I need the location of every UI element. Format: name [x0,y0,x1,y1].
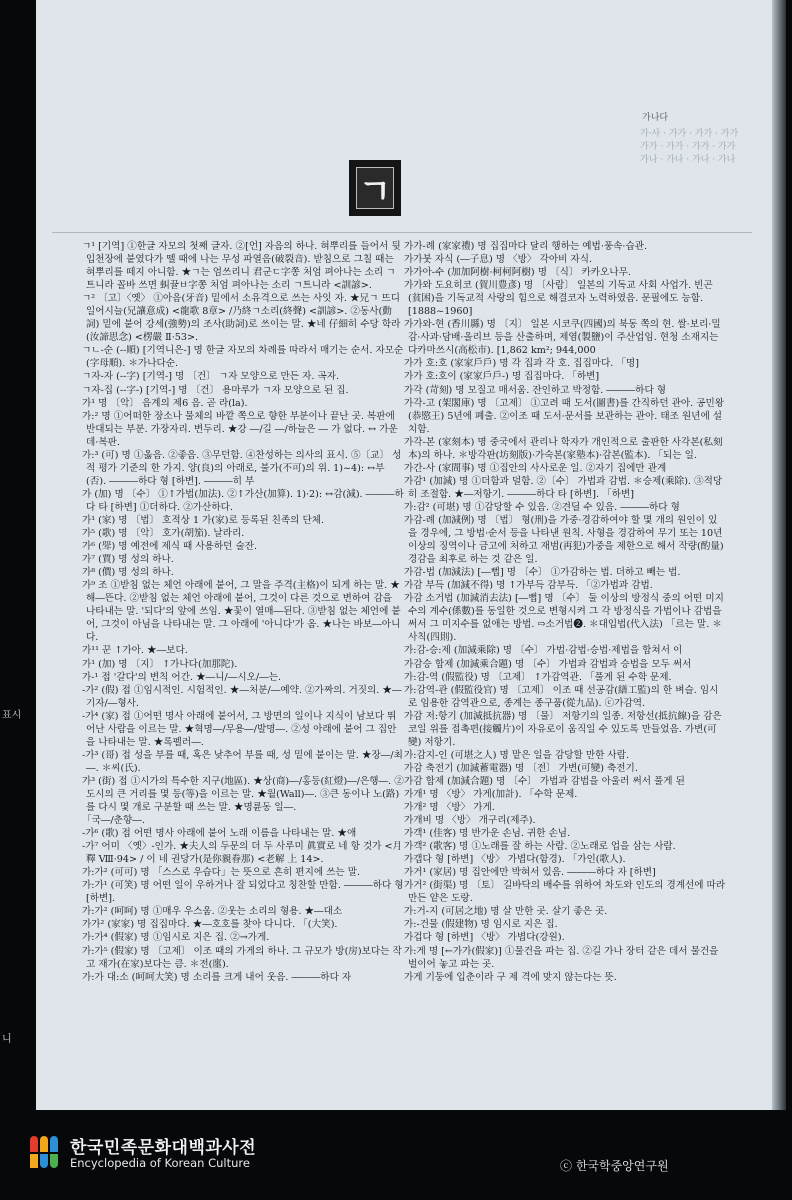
dictionary-entry: 가게 기둥에 입춘이라 구 제 격에 맞지 않는다는 뜻. [404,971,617,983]
dictionary-entry: 가:거-지 (可居之地) 명 살 만한 곳. 살기 좋은 곳. [404,906,608,918]
dictionary-entry: 가거¹ (家居) 명 집안에만 박혀서 있음. ―――하다 자 [하변] [404,867,656,879]
dictionary-entry: ㄱ² 〔고〕〈옛〉 ①아음(牙音) 밑에서 소유격으로 쓰는 사잇 자. ★兄ㄱ 뜨디 일어시늘(兄讓意成) <龍歌 8章> /乃終ㄱ소리(終聲) <訓諺>. ②동사(動詞) 밑에 붙어 강세(強勢)의 조사(助詞)로 쓰이는 말. ★네 仔細히 수당 학라(汝諦思念) <楞嚴 Ⅱ·53>. [82,293,401,344]
dictionary-entry: 가각 (苛刻) 명 모질고 매서움. 잔인하고 박정함. ―――하다 형 [404,384,667,396]
dictionary-entry: 가각-고 (架閣庫) 명 〔고제〕 ①고려 때 도서(圖書)를 간직하던 관아. 공민왕(恭愍王) 5년에 폐출. ②이조 때 도서·문서를 보관하는 관아. 태조 원년에 설치함. [404,397,725,435]
dictionary-entry: 가각-본 (家刻本) 명 중국에서 관리나 학자가 개인적으로 출판한 사각본(私刻本)의 하나. ＊방각판(坊刻版)·가숙본(家塾本)·감본(監本). 「되는 일. [404,436,723,461]
dictionary-entry: ㄱ¹ [기역] ①한글 자모의 첫째 글자. ②[언] 자음의 하나. 혀뿌리를 들어서 뒷 입천장에 붙였다가 뗄 때에 나는 무성 파열음(破裂音). 받침으로 그칠 때는 혀뿌리를 떼지 아니함. ★ㄱ는 엄쓰리니 君군ㄷ字쫑 처엄 펴아나는 소리 ㄱ트니라 꼴바 쓰면 虯뀰ㅂ字쫑 처엄 펴아나는 소리 ㄱ트니라 <訓諺>. [82,241,401,292]
logo-title: 한국민족문화대백과사전 [70,1138,257,1158]
dictionary-entry: ㄱ자-집 (--字-) [기역-] 명 〔건〕 용마루가 ㄱ자 모양으로 된 집. [82,384,349,396]
dictionary-entry: 가:가¹ (可笑) 명 어떤 일이 우하거나 잘 되었다고 칭찬할 만함. ―――하다 형 [하변]. [82,880,404,905]
dictionary-entry: 가 (加) 명 〔수〕 ①↑가법(加法). ②↑가산(加算). 1)·2): ↔감(減). ―――하다 타 [하변] ①더하다. ②가산하다. [82,488,404,513]
dictionary-entry: 가:가⁵ (假家) 명 〔고제〕 이조 때의 가게의 하나. 그 규모가 방(房)보다는 작고 재가(在家)보다는 큼. ＊전(廛). [82,945,402,970]
dictionary-entry: ㄱ자-자 (--字) [기역-] 명 〔건〕 ㄱ자 모양으로 만든 자. 곡자. [82,371,340,383]
dictionary-entry: 가간-사 (家間事) 명 ①집안의 사사로운 일. ②자기 집에만 관계 [404,462,667,474]
dictionary-entry: ㄱㄴ-순 (--順) [기역니은-] 명 한글 자모의 차례를 따라서 매기는 순서. 자모순(字母順). ＊가나다순. [82,345,404,370]
left-column [82,240,404,984]
dictionary-entry: 가감-법 (加減法) [―뻡] 명 〔수〕 ①가감하는 법. 더하고 빼는 법. [404,567,681,579]
dictionary-entry: 가거² (街渠) 명 〔토〕 길바닥의 배수를 위하여 차도와 인도의 경계선에 따라 만든 얕은 도랑. [404,880,726,905]
dictionary-entry: 가가-례 (家家禮) 명 집집마다 달리 행하는 예법·풍속·습관. [404,241,648,252]
dictionary-entry: 가가² (家家) 명 집집마다. ★―호호를 찾아 다니다. 「(大笑). [82,919,338,931]
bleed-line: 가나 · 가나 · 가나 · 가나 [640,155,736,165]
margin-note: 표시 [2,710,22,721]
dictionary-entry: 가¹ (加) 명 〔지〕 ↑가나다(加那陀). [82,658,238,670]
header-rule [52,232,752,233]
dictionary-entry: 가가와-현 (香川縣) 명 〔지〕 일본 시코쿠(四國)의 북동 쪽의 현. 쌀·보리·밀감·사과·담배·올리브 등을 산출하며, 제염(製鹽)이 주산업임. 현청 소재지는 다카마쓰시(高松市). [1,862 km²; 944,000 [404,319,721,357]
dictionary-entry: 가:감역-관 (假監役官) 명 〔고제〕 이조 때 선공감(繕工監)의 한 벼슬. 임시로 임용한 감역관으로, 종계는 종구품(從九品). ⓒ가감역. [404,684,719,709]
dictionary-entry: 가-¹ 접 '갈다'의 변칙 어간. ★―니/―시오/―는. [82,671,282,683]
dictionary-entry: 가가아-수 (加加阿樹·柯柯阿樹) 명 〔식〕 카카오나무. [404,267,631,279]
dictionary-entry: 가감 소거법 (加減消去法) [―뻡] 명 〔수〕 둘 이상의 방정식 중의 어떤 미지수의 계수(係數)를 동일한 것으로 변형시켜 그 각 방정식을 가법이나 감법을 써서 그 미지수를 없애는 방법. ⇨소거법❷. ＊대입법(代入法) 「르는 말. ＊사칙(四則). [404,593,724,644]
dictionary-entry: 가감 축전기 (加減蓄電器) 명 〔전〕 가변(可變) 축전기. [404,762,638,774]
running-head: 가나다 [642,113,669,123]
dictionary-entry: 가:³ (可) 명 ①옳음. ②좋음. ③무던함. ④찬성하는 의사의 표시. ⑤〔교〕 성적 평가 기준의 한 가지. 양(良)의 아래로, 불가(不可)의 위. 1)~4): ↔부(否). ―――하다 형 [하변]. ―――히 부 [82,449,402,487]
dictionary-entry: 가¹¹ 꾼 ↑가아. ★―보다. [82,645,188,657]
dictionary-entry: 가객² (歌客) 명 ①노래를 잘 하는 사람. ②노래로 업을 삼는 사람. [404,841,676,853]
dictionary-entry: 가⁵ (歌) 명 〔악〕 호가(胡笳). 날라리. [82,528,245,540]
dictionary-entry: 가감 저:항기 (加減抵抗器) 명 〔물〕 저항기의 일종. 저항선(抵抗線)을 감은 코일 위를 접촉편(接觸片)이 자유로이 움직일 수 있도록 만들었음. 가변(可變) 저항기. [404,710,722,748]
dictionary-entry: 가:-건물 (假建物) 명 임시로 지은 집. [404,919,558,931]
dictionary-entry: 가감-례 (加減例) 명 〔법〕 형(刑)을 가중·경감하여야 할 몇 개의 원인이 있을 경우에, 그 방법·순서 등을 나타낸 원칙. 사형을 경감하여 무기 또는 10년 이상의 징역이나 금고에 처하고 재범(再犯)가중을 제한으로 해서 작량(酌量) 경감을 최후로 하는 것 같은 일. [404,514,724,566]
section-emblem [349,160,401,216]
dictionary-entry: 가⁷ (賈) 명 성의 하나. [82,554,174,566]
dictionary-entry: 가³ (街) 접 ①시가의 특수한 지구(地區). ★상(商)―/홍등(紅燈)―/은행―. ②도시의 큰 거리를 몇 등(等)을 이르는 말. ★월(Wall)―. ③큰 동이나 노(路)를 다시 몇 개로 구분할 때 쓰는 말. ★명륜동 일―. [82,775,404,814]
dictionary-entry: 가개비 명 〈방〉 개구리(제주). [404,815,536,827]
dictionary-entry: 가⁹ 조 ①받침 없는 체언 아래에 붙어, 그 말을 주격(主格)이 되게 하는 말. ★해―뜬다. ②받침 없는 체언 아래에 붙어, 그것이 다른 것으로 변하여 감을 나타내는 말. '되다'의 앞에 쓰임. ★꽃이 열매―된다. ③받침 없는 체언에 붙어, 그것이 아님을 나타내는 말. 그 아래에 '아니다'가 옴. ★나는 바보―아니다. [82,580,401,644]
dictionary-entry: 가:가⁴ (假家) 명 ①임시로 지은 집. ②→가게. [82,932,270,944]
dictionary-entry: 가:감지-인 (可堪之人) 명 맡은 일을 감당할 만한 사람. [404,749,630,761]
dictionary-entry: 가⁶ (斝) 명 예전에 제식 때 사용하던 술잔. [82,541,258,553]
dictionary-entry: 가가와 도요히코 (賀川豊彥) 명 〔사람〕 일본의 기독교 사회 사업가. 빈곤(貧困)을 기독교적 사랑의 힘으로 해결코자 노력하였음. 문필에도 능함. [1888~1960] [404,280,713,318]
dictionary-entry: -가² (假) 접 ①임시적인. 시험적인. ★―처분/―예약. ②가짜의. 거짓의. ★―기자/―형사. [82,684,402,709]
dictionary-entry: 가:가² (呵呵) 명 ①매우 우스움. ②웃는 소리의 형용. ★―대소 [82,906,343,918]
dictionary-entry: 가:가 대:소 (呵呵大笑) 명 소리를 크게 내어 웃음. ―――하다 자 [82,971,352,983]
dictionary-entry: -가³ (哥) 접 성을 부를 때, 혹은 낮추어 부를 때, 성 밑에 붙이는 말. ★장―/최―. ＊씨(氏). [82,749,403,774]
dictionary-entry: 가감승 합제 (加減乘合題) 명 〔수〕 가법과 감법과 승법을 모두 써서 [404,658,692,670]
dictionary-entry: 가개¹ 명 〈방〉 가게(加計). 「수학 문제. [404,788,578,800]
dictionary-entry: 가:감-승:제 (加減乘除) 명 〔수〕 가법·감법·승법·제법을 합쳐서 이 [404,645,683,657]
dictionary-entry: 가감 합제 (加減合題) 명 〔수〕 가법과 감법을 아울러 써서 풀게 된 [404,775,685,787]
dictionary-entry: 가감¹ (加減) 명 ①더함과 덜함. ②〔수〕 가법과 감법. ＊승제(乘除). ③적당히 조절함. ★―저항기. ―――하다 타 [하변]. 「하변] [404,475,723,500]
dictionary-entry: 가:감² (可堪) 명 ①감당할 수 있음. ②견딜 수 있음. ―――하다 형 [404,501,680,513]
bleed-line: 가·사 · 가가 · 가가 · 가가 [640,129,739,139]
page-edge [772,0,786,1110]
bleed-through-text [640,128,750,167]
right-column [404,240,726,984]
dictionary-entry: 가감 부득 (加減不得) 명 ↑가부득 감부득. 「②가법과 감법. [404,580,653,592]
dictionary-entry: 가가 호:호 (家家戶戶) 명 각 집과 각 호. 집집마다. 「명] [404,358,639,370]
dictionary-entry: 가겁다 형 [하변] 〈방〉 가볍다(강원). [404,932,565,944]
dictionary-entry: 가⁸ (價) 명 성의 하나. [82,567,174,579]
dictionary-entry: 가¹ 명 〔악〕 음계의 제6 음. 곧 라(la). [82,397,248,409]
dictionary-entry: 가가 호:호이 (家家戶戶-) 명 집집마다. 「하변] [404,371,600,383]
dictionary-entry: 가:² 명 ①어떠한 장소나 물체의 바깥 쪽으로 향한 부분이나 끝난 곳. 복판에 반대되는 부분. 가장자리. 변두리. ★강 ―/길 ―/하늘은 ― 가 없다. ↔ 가운데·복판. [82,410,398,448]
dictionary-entry: 가개² 명 〈방〉 가게. [404,802,495,814]
dictionary-entry: 가¹ (家) 명 〔법〕 호적상 1 가(家)로 등록된 친족의 단체. [82,514,325,526]
dictionary-entry: -가⁷ 어미 〈옛〉-인가. ★夫人의 두문의 더 두 사루미 眞實로 네 항 것가 <月釋 Ⅷ·94> / 이 네 권당가(是你親眷那) <老解 上 14>. [82,841,403,866]
dictionary-entry: 「국―/춘향―. [82,815,145,827]
dictionary-entry: -가⁴ (家) 접 ①어떤 명사 아래에 붙어서, 그 방면의 일이나 지식이 남보다 뛰어난 사람을 이르는 말. ★혁명―/무용―/발명―. ②성 아래에 붙어 그 집안을 나타내는 말. ★록펠러―. [82,710,397,748]
margin-note: 니 [2,1034,12,1045]
emblem-letter: ㄱ [356,167,394,209]
dictionary-entry: 가:게 명 [←가가(假家)] ①물건을 파는 집. ②길 가나 장터 같은 데서 물건을 벌이어 놓고 파는 곳. [404,945,719,970]
logo-subtitle: Encyclopedia of Korean Culture [70,1156,250,1170]
dictionary-entry: 가가붓 자식 (―子息) 명 〈방〉 각아비 자식. [404,254,593,266]
dictionary-entry: 가갭다 형 [하변] 〈방〉 가볍다(함경). 「가인(歌人). [404,854,626,866]
dictionary-entry: 가:감-역 (假監役) 명 〔고제〕 ↑가감역관. 「풀게 된 수학 문제. [404,671,672,683]
encyclopedia-logo-icon [30,1136,64,1170]
dictionary-entry: 가객¹ (佳客) 명 반가운 손님. 귀한 손님. [404,828,571,840]
bleed-line: 가가 · 가가 · 가가 · 가가 [640,142,736,152]
dictionary-entry: 가:가² (可可) 명 「스스로 우습다」는 뜻으로 흔히 편지에 쓰는 말. [82,867,361,879]
copyright-notice: ⓒ 한국학중앙연구원 [560,1159,669,1173]
dictionary-entry: -가⁶ (歌) 접 어떤 명사 아래에 붙어 노래 이름을 나타내는 말. ★애 [82,828,357,840]
